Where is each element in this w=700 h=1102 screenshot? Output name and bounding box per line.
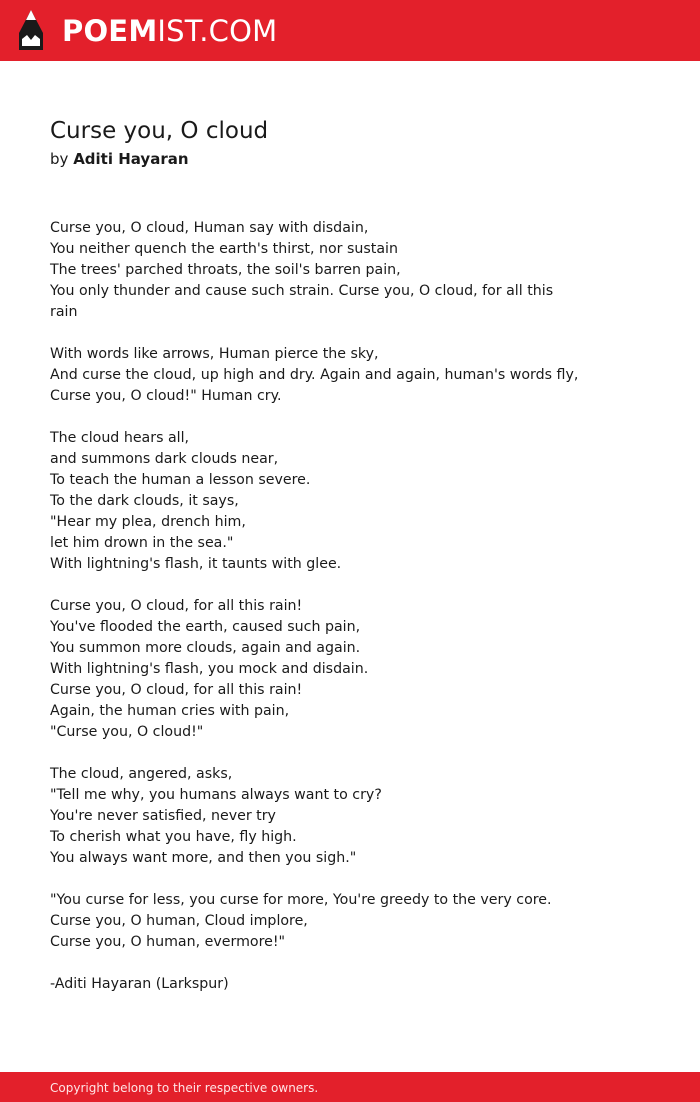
poem-line: You've flooded the earth, caused such pain, bbox=[50, 619, 361, 635]
poem-line: Curse you, O cloud, for all this rain! bbox=[50, 598, 303, 614]
poem-byline bbox=[50, 148, 650, 170]
brand-light-text: IST.COM bbox=[157, 14, 278, 48]
copyright-text: Copyright belong to their respective owners. bbox=[50, 1081, 319, 1095]
poem-body bbox=[50, 218, 650, 995]
poem-line: Curse you, O human, evermore!" bbox=[50, 934, 286, 950]
stanza bbox=[50, 344, 650, 407]
poem-line: You neither quench the earth's thirst, nor sustain bbox=[50, 241, 398, 257]
poem-line: Curse you, O cloud!" Human cry. bbox=[50, 388, 282, 404]
poem-line: let him drown in the sea." bbox=[50, 535, 234, 551]
poem-line: "You curse for less, you curse for more, You're greedy to the very core. bbox=[50, 892, 552, 908]
poem-line: With words like arrows, Human pierce the sky, bbox=[50, 346, 379, 362]
poem-line: And curse the cloud, up high and dry. Again and again, human's words fly, bbox=[50, 367, 579, 383]
poem-line: Curse you, O cloud, for all this rain! bbox=[50, 682, 303, 698]
poem-line: Curse you, O human, Cloud implore, bbox=[50, 913, 308, 929]
stanza bbox=[50, 764, 650, 869]
poem-line: "Tell me why, you humans always want to cry? bbox=[50, 787, 382, 803]
stanza bbox=[50, 890, 650, 953]
poem-line: Curse you, O cloud, Human say with disdain, bbox=[50, 220, 369, 236]
poem-line: You only thunder and cause such strain. Curse you, O cloud, for all this bbox=[50, 283, 554, 299]
poem-line: With lightning's flash, it taunts with glee. bbox=[50, 556, 342, 572]
poem-line: "Curse you, O cloud!" bbox=[50, 724, 204, 740]
poem-title: Curse you, O cloud bbox=[50, 118, 269, 144]
byline-prefix: by bbox=[50, 150, 69, 168]
site-header bbox=[0, 0, 700, 61]
poem-line: You always want more, and then you sigh." bbox=[50, 850, 357, 866]
poem-line: You're never satisfied, never try bbox=[50, 808, 276, 824]
poem-line: "Hear my plea, drench him, bbox=[50, 514, 246, 530]
poem-author: Aditi Hayaran bbox=[73, 150, 189, 168]
poem-line: The cloud hears all, bbox=[50, 430, 190, 446]
poem-line: and summons dark clouds near, bbox=[50, 451, 279, 467]
poem-signature: -Aditi Hayaran (Larkspur) bbox=[50, 976, 229, 992]
poem-line: The trees' parched throats, the soil's barren pain, bbox=[50, 262, 401, 278]
stanza bbox=[50, 428, 650, 575]
poem-line: To teach the human a lesson severe. bbox=[50, 472, 311, 488]
poem-line: rain bbox=[50, 304, 78, 320]
site-brand[interactable] bbox=[62, 12, 277, 50]
brand-bold-text: POEM bbox=[62, 14, 158, 48]
poem-line: To the dark clouds, it says, bbox=[50, 493, 239, 509]
poem-line: The cloud, angered, asks, bbox=[50, 766, 233, 782]
stanza bbox=[50, 218, 650, 323]
stanza bbox=[50, 974, 650, 995]
poem-line: You summon more clouds, again and again. bbox=[50, 640, 361, 656]
poem-line: Again, the human cries with pain, bbox=[50, 703, 290, 719]
stanza bbox=[50, 596, 650, 743]
pencil-logo-icon[interactable] bbox=[18, 9, 44, 51]
poem-content bbox=[50, 114, 650, 1016]
poem-line: To cherish what you have, fly high. bbox=[50, 829, 297, 845]
poem-line: With lightning's flash, you mock and disdain. bbox=[50, 661, 369, 677]
site-footer bbox=[0, 1072, 700, 1102]
